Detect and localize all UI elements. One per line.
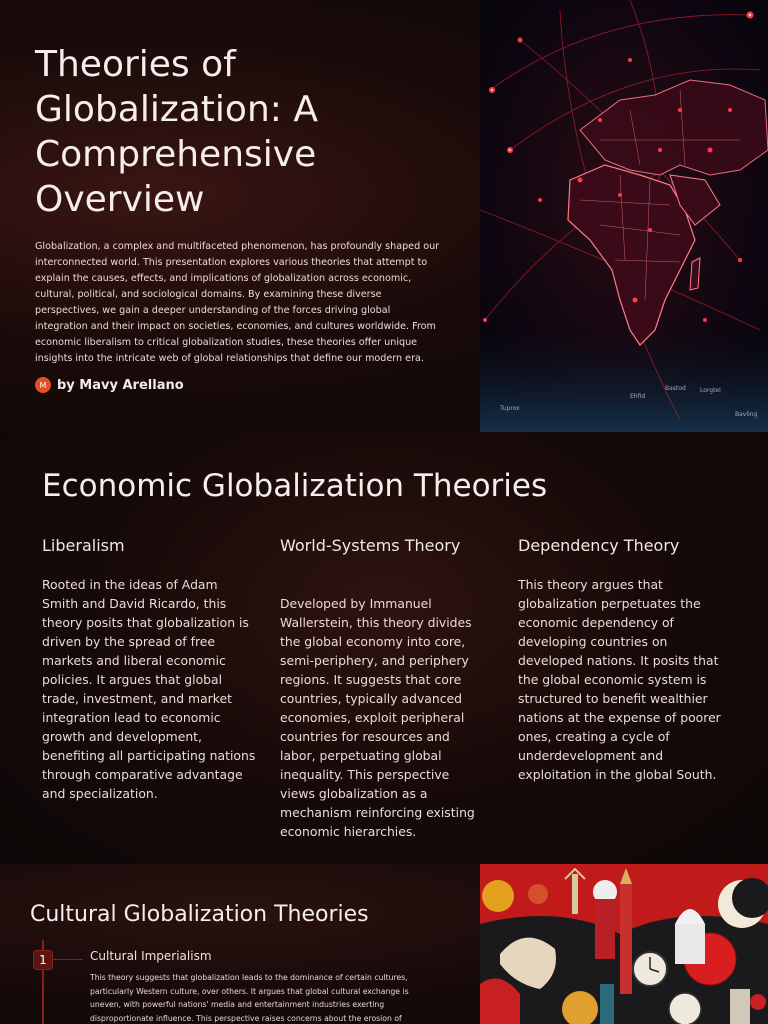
cultural-theories-slide xyxy=(0,864,768,1024)
timeline-number-badge: 1 xyxy=(33,950,53,970)
cultural-collage-image xyxy=(480,864,768,1024)
title-slide xyxy=(0,0,768,432)
section-title: Economic Globalization Theories xyxy=(42,468,548,504)
glowing-world-map-image xyxy=(480,0,768,432)
author-name: by Mavy Arellano xyxy=(57,377,184,393)
map-label: Lorgtel xyxy=(700,387,721,394)
map-label: Bavling xyxy=(735,411,758,418)
theory-text: Rooted in the ideas of Adam Smith and David Ricardo, this theory posits that globalization is driven by the spread of free markets and liberal economic policies. It argues that global trade, investment, and market integration lead to economic growth and development, benefiting all participating nations through comparative advantage and specialization. xyxy=(42,577,256,801)
timeline-text: This theory suggests that globalization leads to the dominance of certain cultures, particularly Western culture, over others. It argues that global cultural exchange is uneven, with powerful nations' media and entertainment industries exerting disproportionate influence. This perspective raises concerns about the erosion of xyxy=(90,973,409,1023)
author-byline xyxy=(35,377,184,393)
timeline-heading: Cultural Imperialism xyxy=(90,949,212,963)
theory-heading: Dependency Theory xyxy=(518,536,680,555)
theory-text: Developed by Immanuel Wallerstein, this theory divides the global economy into core, semi-periphery, and periphery regions. It suggests that core countries, typically advanced economies, exploit peripheral countries for resources and labor, perpetuating global inequality. This perspective views globalization as a mechanism reinforcing existing economic hierarchies. xyxy=(280,596,475,839)
map-label: Tuprox xyxy=(500,405,520,412)
theory-column-world-systems xyxy=(280,536,485,841)
theory-column-dependency xyxy=(518,536,723,784)
theory-heading: World-Systems Theory xyxy=(280,536,461,555)
intro-description: Globalization, a complex and multifaceted phenomenon, has profoundly shaped our interconnected world. This presentation explores various theories that attempt to explain the causes, effects, and implications of globalization across economic, cultural, political, and sociological domains. By examining these diverse perspectives, we gain a deeper understanding of the forces driving global integration and their impact on societies, economies, and cultures worldwide. From economic liberalism to critical globalization studies, these theories offer unique insights into the intricate web of global relationships that define our modern era. xyxy=(35,241,440,364)
map-label: Bastod xyxy=(665,385,686,392)
economic-theories-slide xyxy=(0,432,768,864)
section-title: Cultural Globalization Theories xyxy=(30,902,369,927)
theory-heading: Liberalism xyxy=(42,536,125,555)
page-title: Theories of Globalization: A Comprehensive Overview xyxy=(35,44,318,220)
theory-text: This theory argues that globalization perpetuates the economic dependency of developing countries on developed nations. It posits that the global economic system is structured to benefit wealthier nations at the expense of poorer ones, creating a cycle of underdevelopment and exploitation in the global South. xyxy=(518,577,721,782)
avatar: M xyxy=(35,377,51,393)
timeline-connector xyxy=(53,959,83,960)
map-label: Ehfid xyxy=(630,393,646,400)
theory-column-liberalism xyxy=(42,536,257,803)
